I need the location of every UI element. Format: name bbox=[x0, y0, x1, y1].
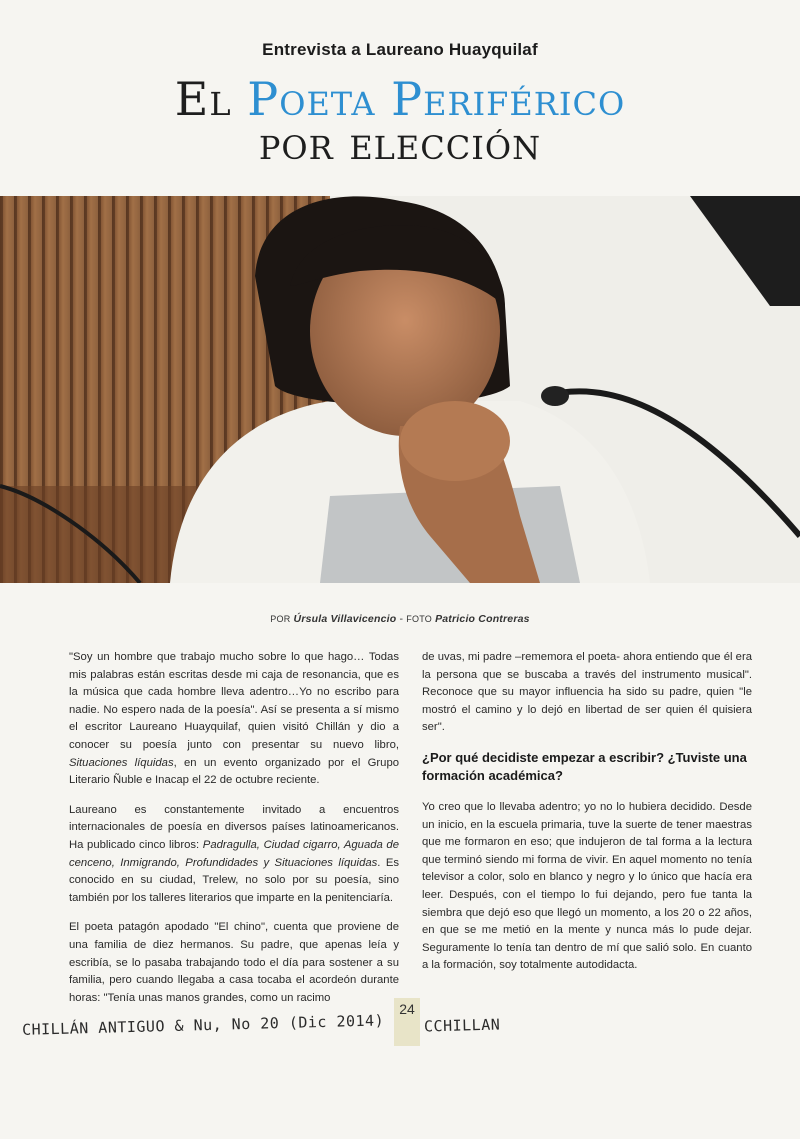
page-number: 24 bbox=[394, 998, 420, 1046]
interview-question: ¿Por qué decidiste empezar a escribir? ¿Tuviste una formación académica? bbox=[422, 749, 747, 783]
paragraph-text: Laureano es constantemente invitado a encuentros internacionales de poesía en diversos países latinoamericanos. Ha publicado cinco libros: bbox=[69, 803, 399, 851]
book-titles: Padragulla, Ciudad cigarro, Aguada de cenceno, Inmigrando, Profundidades y Situaciones líquidas bbox=[69, 838, 399, 869]
byline-por-label: POR bbox=[270, 614, 291, 624]
article-paragraph: de uvas, mi padre –rememora el poeta- ahora entiendo que él era la persona que se buscaba a través del instrumento musical". Reconoce que su mayor influencia ha sido su padre, quien "le mostró el camino y lo dejó en libertad de ser quien él quisiera ser". bbox=[422, 651, 752, 734]
headline-word-el: El bbox=[174, 72, 232, 126]
byline-photographer: Patricio Contreras bbox=[435, 613, 530, 625]
article-paragraph bbox=[69, 649, 399, 790]
paragraph-text: "Soy un hombre que trabajo mucho sobre lo que hago… Todas mis palabras están escritas desde mi caja de resonancia, que es la música que cada hombre lleva adentro…Yo no escribo para nadie. No espero nada de la poesía". Así se presenta a sí mismo el escritor Laureano Huayquilaf, quien visitó Chillán y dio a conocer su poesía junto con presentar su nuevo libro, bbox=[69, 651, 399, 751]
handwritten-annotation-right: CCHILLAN bbox=[423, 1015, 501, 1036]
article-paragraph: El poeta patagón apodado "El chino", cuenta que proviene de una familia de diez hermanos. Su padre, que apenas leía y escribía, se lo pasaba trabajando todo el día para sostener a su familia, pero cuando llegaba a casa tocaba el acordeón durante horas: "Tenía unas manos grandes, como un racimo bbox=[69, 921, 399, 1004]
byline-separator: - bbox=[396, 613, 407, 625]
article-column-left bbox=[69, 649, 399, 1019]
byline bbox=[0, 613, 800, 625]
article-column-right bbox=[422, 649, 752, 987]
portrait-photo-illustration bbox=[0, 196, 800, 583]
paragraph-text: , en un evento organizado por el Grupo Literario Ñuble e Inacap el 22 de octubre reciente. bbox=[69, 756, 400, 787]
article-paragraph bbox=[69, 802, 399, 908]
book-title: Situaciones líquidas bbox=[69, 756, 174, 769]
paragraph-text: . Es conocido en su ciudad, Trelew, no solo por su poesía, sino también por los talleres literarios que imparte en la penitenciaría. bbox=[69, 856, 400, 904]
byline-foto-label: FOTO bbox=[406, 614, 432, 624]
portrait-photo bbox=[0, 196, 800, 583]
handwritten-annotation: CHILLÁN ANTIGUO & Nu, No 20 (Dic 2014) bbox=[21, 1011, 385, 1039]
byline-author: Úrsula Villavicencio bbox=[293, 613, 397, 625]
interview-kicker: Entrevista a Laureano Huayquilaf bbox=[262, 40, 538, 59]
headline-line-2: por elección bbox=[258, 116, 542, 170]
headline-accent: Poeta Periférico bbox=[247, 72, 626, 126]
article-paragraph: Yo creo que lo llevaba adentro; yo no lo hubiera decidido. Desde un inicio, en la escuela primaria, tuve la suerte de tener maestras que me formaron en eso; que indujeron de tal forma a la lectura que terminó siendo mi forma de vivir. En aquel momento no tenía televisor a color, solo en blanco y negro y lo único que hacía era leer. Después, con el tiempo lo fui dejando, pero fue tanta la siembra que dejó eso que llegó un momento, a los 20 o 22 años, en que se me metió en la mente y nunca más lo pude dejar. Seguramente lo tenía tan dentro de mí que salió solo. En cuanto a la formación, soy totalmente autodidacta. bbox=[422, 800, 752, 972]
